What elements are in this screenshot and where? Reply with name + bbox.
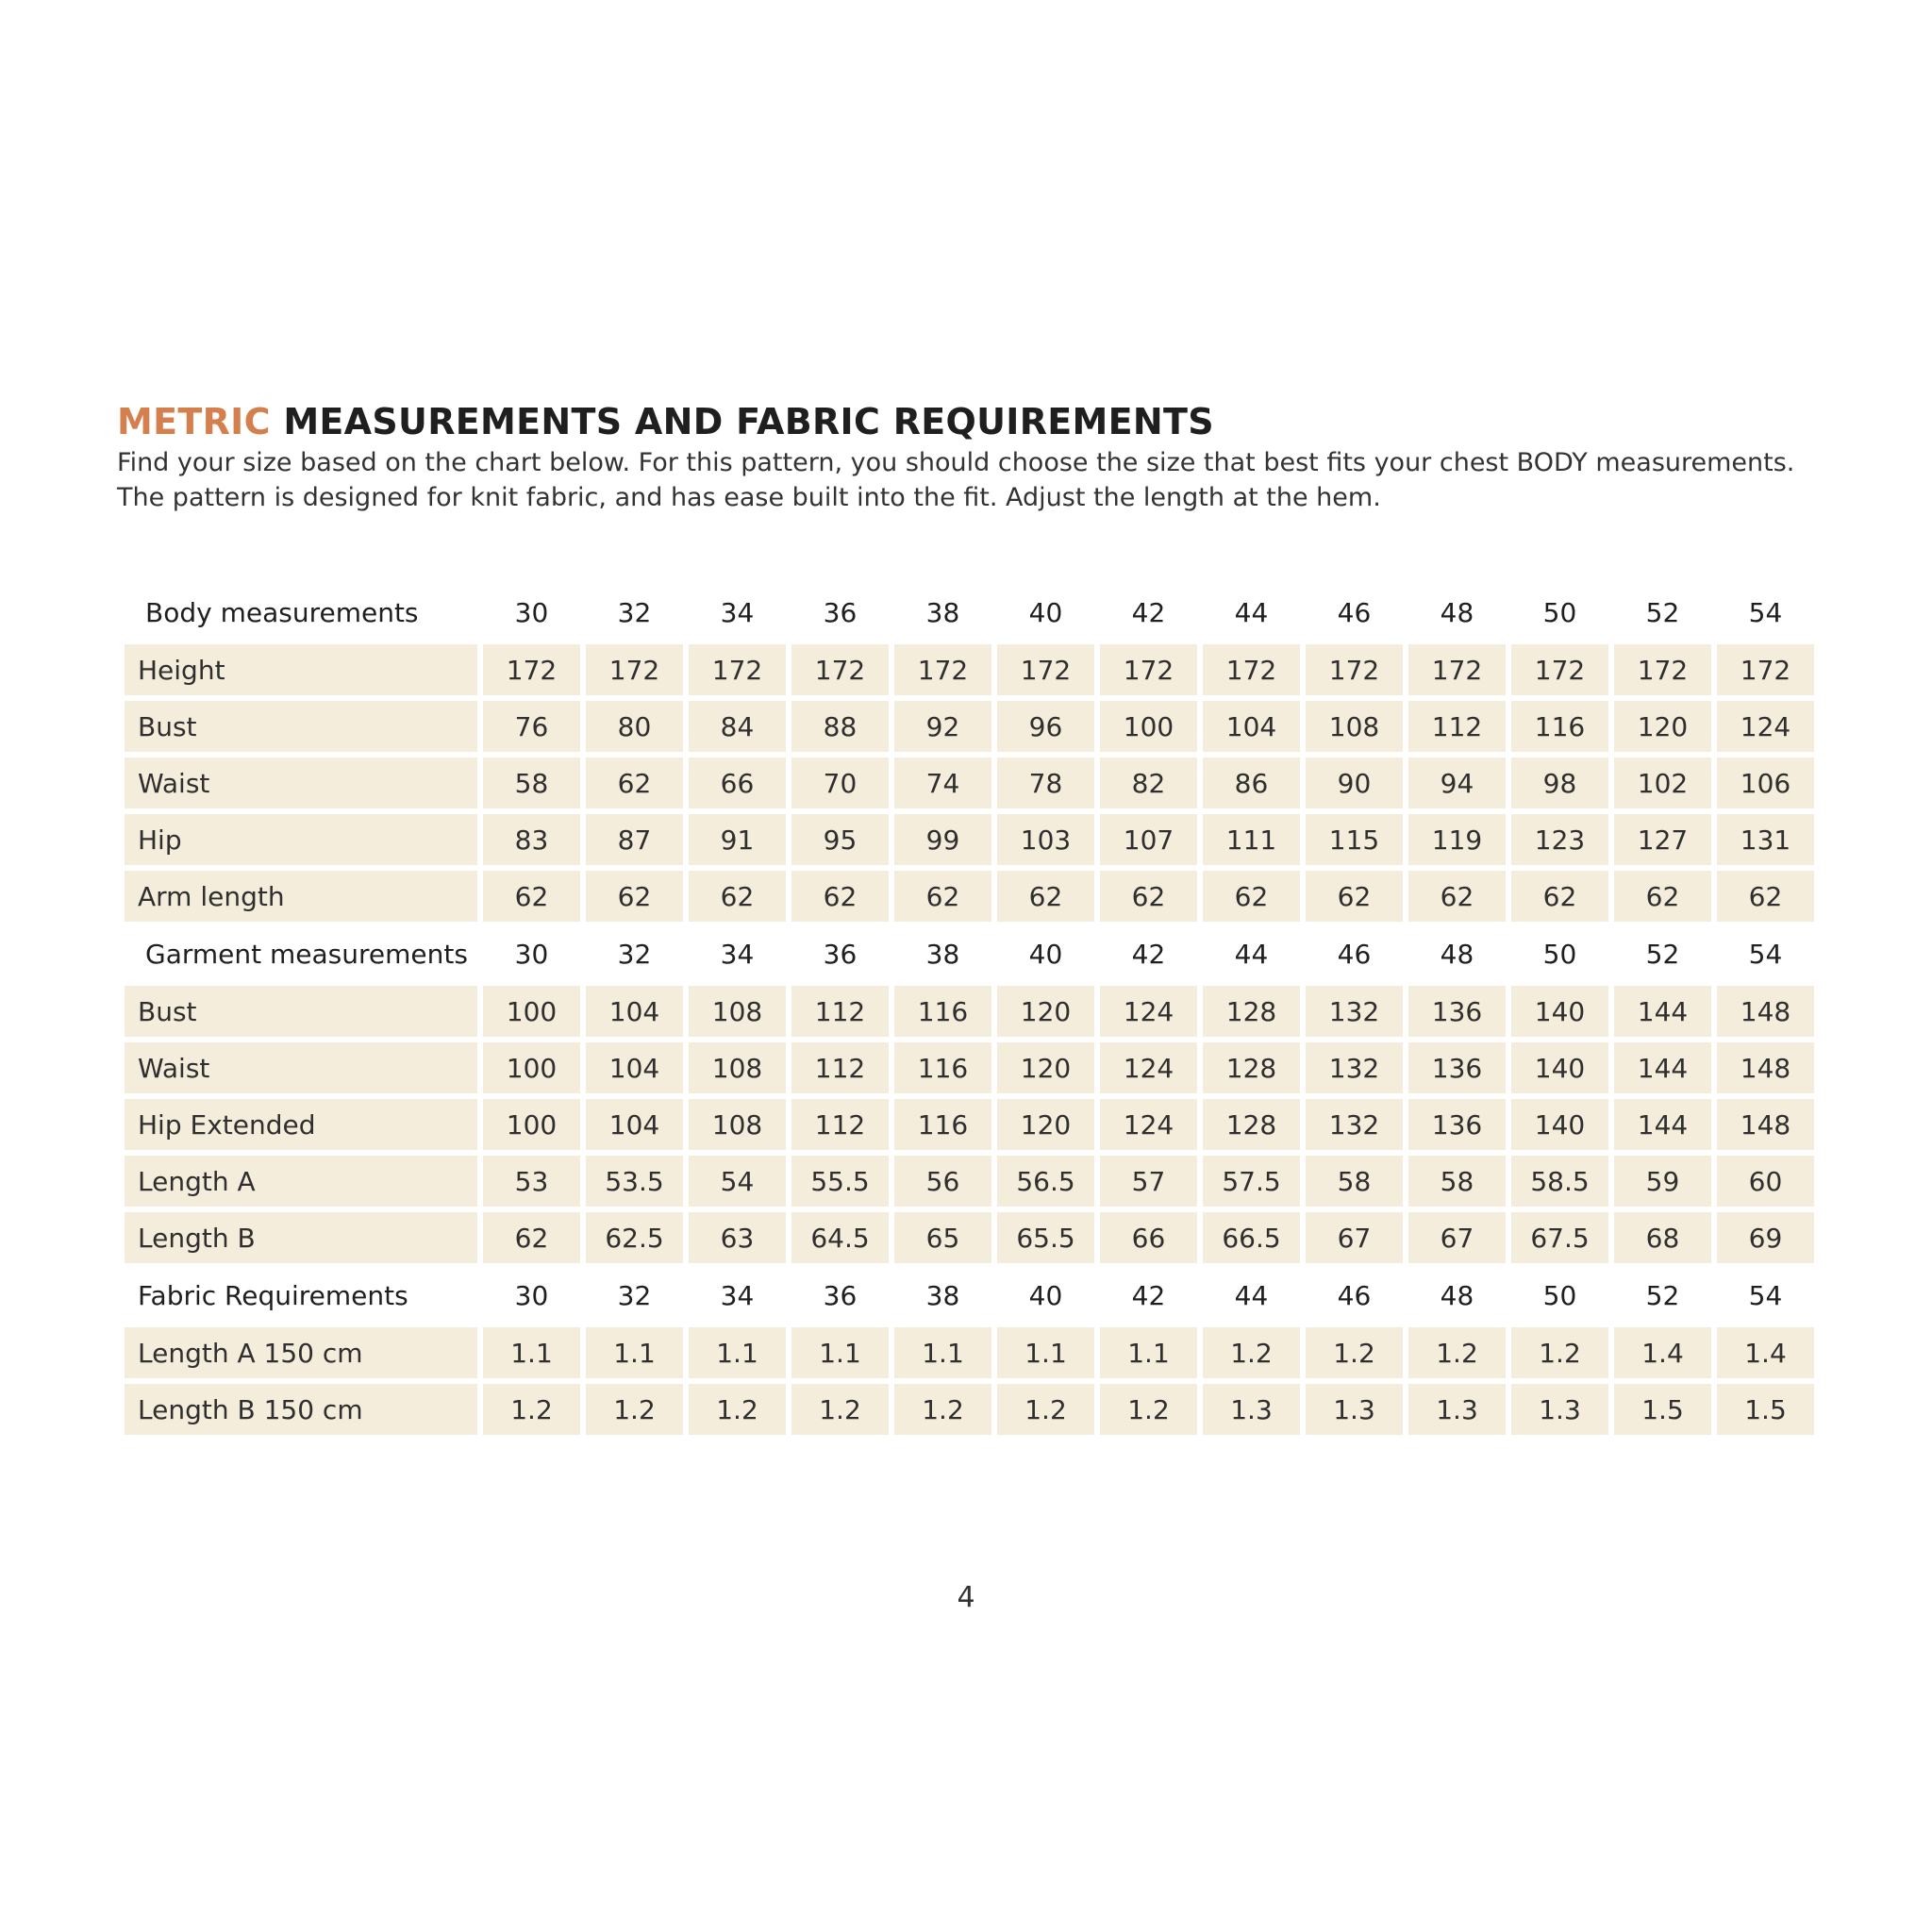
measurement-cell: 1.3 [1306,1384,1403,1435]
measurement-cell: 58 [1408,1156,1506,1207]
measurement-cell: 140 [1511,1042,1608,1093]
size-column-header: 34 [720,596,755,628]
measurement-cell: 83 [483,814,580,865]
measurement-cell: 94 [1408,758,1506,808]
measurement-cell: 62 [997,871,1094,922]
measurement-cell: 124 [1100,1042,1197,1093]
measurement-cell: 172 [1408,644,1506,695]
size-column-header: 42 [1131,596,1166,628]
measurement-cell: 91 [689,814,786,865]
measurement-cell: 132 [1306,986,1403,1037]
size-column-header: 52 [1645,1279,1680,1311]
measurement-cell: 120 [997,1099,1094,1150]
measurement-cell: 107 [1100,814,1197,865]
row-label: Length A [125,1156,477,1207]
row-label: Bust [125,701,477,752]
measurement-cell: 1.2 [1203,1327,1300,1378]
measurement-cell: 66.5 [1203,1212,1300,1263]
measurement-cell: 1.2 [1306,1327,1403,1378]
measurement-cell: 57.5 [1203,1156,1300,1207]
measurement-cell: 65.5 [997,1212,1094,1263]
size-column-header: 54 [1748,1279,1783,1311]
measurement-cell: 172 [1511,644,1608,695]
measurement-cell: 172 [689,644,786,695]
measurement-cell: 112 [791,1099,889,1150]
size-column-header: 40 [1028,938,1063,970]
size-column-header: 46 [1337,596,1372,628]
measurement-cell: 140 [1511,1099,1608,1150]
measurement-cell: 148 [1717,986,1814,1037]
measurement-cell: 80 [586,701,683,752]
measurement-cell: 1.3 [1511,1384,1608,1435]
table-row [125,1384,1814,1435]
measurement-cell: 78 [997,758,1094,808]
measurement-cell: 62 [1203,871,1300,922]
measurement-cell: 54 [689,1156,786,1207]
size-column-header: 32 [617,938,652,970]
measurement-cell: 116 [1511,701,1608,752]
measurement-cell: 62 [586,871,683,922]
size-column-header: 50 [1542,938,1577,970]
section-heading: Fabric Requirements [138,1279,408,1311]
measurement-cell: 132 [1306,1099,1403,1150]
measurement-cell: 106 [1717,758,1814,808]
measurement-cell: 58 [483,758,580,808]
measurement-cell: 92 [894,701,991,752]
measurement-cell: 112 [1408,701,1506,752]
size-column-header: 32 [617,1279,652,1311]
table-row [125,871,1814,922]
table-row [125,1156,1814,1207]
size-column-header: 44 [1234,596,1269,628]
measurement-cell: 70 [791,758,889,808]
measurement-cell: 62 [791,871,889,922]
page-header [117,398,1843,515]
measurement-cell: 1.3 [1203,1384,1300,1435]
measurement-cell: 100 [483,1042,580,1093]
measurement-cell: 66 [689,758,786,808]
size-column-header: 30 [514,938,549,970]
measurement-cell: 119 [1408,814,1506,865]
size-column-header: 40 [1028,1279,1063,1311]
table-row [125,758,1814,808]
size-column-header: 34 [720,1279,755,1311]
measurement-cell: 172 [894,644,991,695]
size-column-header: 38 [925,1279,960,1311]
measurement-cell: 172 [1614,644,1711,695]
measurement-cell: 1.4 [1614,1327,1711,1378]
measurement-cell: 124 [1100,1099,1197,1150]
table-row [125,1212,1814,1263]
measurement-cell: 148 [1717,1099,1814,1150]
measurement-cell: 116 [894,986,991,1037]
measurement-cell: 53.5 [586,1156,683,1207]
row-label: Waist [125,1042,477,1093]
measurement-cell: 172 [483,644,580,695]
title-rest: MEASUREMENTS AND FABRIC REQUIREMENTS [283,401,1214,442]
measurement-cell: 1.4 [1717,1327,1814,1378]
measurement-cell: 108 [689,1099,786,1150]
size-column-header: 42 [1131,938,1166,970]
measurement-cell: 56 [894,1156,991,1207]
measurement-cell: 1.1 [689,1327,786,1378]
measurement-cell: 57 [1100,1156,1197,1207]
row-label: Length B [125,1212,477,1263]
size-column-header: 50 [1542,1279,1577,1311]
measurement-cell: 1.1 [483,1327,580,1378]
size-column-header: 36 [823,596,858,628]
size-column-header: 36 [823,1279,858,1311]
measurement-cell: 108 [689,1042,786,1093]
measurement-cell: 62 [1614,871,1711,922]
measurement-cell: 90 [1306,758,1403,808]
measurement-cell: 53 [483,1156,580,1207]
measurement-cell: 69 [1717,1212,1814,1263]
measurement-cell: 128 [1203,1099,1300,1150]
row-label: Hip Extended [125,1099,477,1150]
size-column-header: 40 [1028,596,1063,628]
measurement-cell: 148 [1717,1042,1814,1093]
measurement-cell: 67 [1306,1212,1403,1263]
row-label: Waist [125,758,477,808]
measurement-cell: 95 [791,814,889,865]
table-row [125,701,1814,752]
row-label: Arm length [125,871,477,922]
measurement-cell: 56.5 [997,1156,1094,1207]
table-row [125,1099,1814,1150]
measurement-cell: 123 [1511,814,1608,865]
size-column-header: 30 [514,1279,549,1311]
measurement-cell: 96 [997,701,1094,752]
table-row [125,1327,1814,1378]
measurement-cell: 104 [586,1042,683,1093]
measurement-cell: 120 [1614,701,1711,752]
measurement-cell: 1.2 [1100,1384,1197,1435]
measurement-cell: 59 [1614,1156,1711,1207]
row-label: Length A 150 cm [125,1327,477,1378]
size-column-header: 44 [1234,1279,1269,1311]
measurement-cell: 1.3 [1408,1384,1506,1435]
size-column-header: 46 [1337,938,1372,970]
table-row [125,644,1814,695]
measurement-cell: 62 [1100,871,1197,922]
measurement-cell: 116 [894,1099,991,1150]
measurement-cell: 112 [791,986,889,1037]
page-title [117,398,1843,445]
intro-line-2: The pattern is designed for knit fabric, and has ease built into the fit. Adjust the length at the hem. [117,483,1381,512]
measurement-cell: 108 [1306,701,1403,752]
measurement-cell: 67.5 [1511,1212,1608,1263]
measurement-cell: 58.5 [1511,1156,1608,1207]
intro-line-1: Find your size based on the chart below. For this pattern, you should choose the size that best fits your chest BODY measurements. [117,448,1795,477]
measurement-cell: 111 [1203,814,1300,865]
row-label: Hip [125,814,477,865]
size-column-header: 32 [617,596,652,628]
measurement-cell: 62 [689,871,786,922]
measurement-cell: 144 [1614,986,1711,1037]
measurement-cell: 172 [586,644,683,695]
measurement-cell: 172 [1717,644,1814,695]
measurement-cell: 128 [1203,986,1300,1037]
measurement-cell: 68 [1614,1212,1711,1263]
measurement-cell: 63 [689,1212,786,1263]
section-header-row [125,927,1814,980]
measurement-cell: 1.1 [997,1327,1094,1378]
size-column-header: 44 [1234,938,1269,970]
measurement-cell: 55.5 [791,1156,889,1207]
measurement-cell: 116 [894,1042,991,1093]
measurement-cell: 1.2 [689,1384,786,1435]
size-chart-table [119,580,1820,1441]
measurement-cell: 172 [1306,644,1403,695]
measurement-cell: 103 [997,814,1094,865]
measurement-cell: 84 [689,701,786,752]
measurement-cell: 66 [1100,1212,1197,1263]
measurement-cell: 67 [1408,1212,1506,1263]
size-column-header: 54 [1748,938,1783,970]
measurement-cell: 1.1 [791,1327,889,1378]
size-column-header: 46 [1337,1279,1372,1311]
measurement-cell: 104 [586,1099,683,1150]
measurement-cell: 115 [1306,814,1403,865]
measurement-cell: 1.5 [1717,1384,1814,1435]
measurement-cell: 1.2 [997,1384,1094,1435]
measurement-cell: 112 [791,1042,889,1093]
measurement-cell: 1.2 [1408,1327,1506,1378]
size-column-header: 48 [1440,1279,1474,1311]
section-heading: Body measurements [145,596,419,628]
measurement-cell: 58 [1306,1156,1403,1207]
measurement-cell: 120 [997,986,1094,1037]
row-label: Height [125,644,477,695]
row-label: Length B 150 cm [125,1384,477,1435]
table-row [125,814,1814,865]
size-column-header: 42 [1131,1279,1166,1311]
measurement-cell: 100 [483,1099,580,1150]
page-number: 4 [957,1581,975,1614]
size-column-header: 48 [1440,938,1474,970]
measurement-cell: 60 [1717,1156,1814,1207]
measurement-cell: 104 [586,986,683,1037]
section-heading: Garment measurements [145,938,468,970]
measurement-cell: 64.5 [791,1212,889,1263]
measurement-cell: 104 [1203,701,1300,752]
measurement-cell: 65 [894,1212,991,1263]
measurement-cell: 127 [1614,814,1711,865]
measurement-cell: 102 [1614,758,1711,808]
size-column-header: 38 [925,596,960,628]
measurement-cell: 87 [586,814,683,865]
measurement-cell: 86 [1203,758,1300,808]
measurement-cell: 62 [1408,871,1506,922]
table-row [125,1042,1814,1093]
measurement-cell: 1.2 [791,1384,889,1435]
measurement-cell: 100 [483,986,580,1037]
measurement-cell: 120 [997,1042,1094,1093]
measurement-cell: 128 [1203,1042,1300,1093]
measurement-cell: 1.2 [894,1384,991,1435]
measurement-cell: 62 [1306,871,1403,922]
measurement-cell: 62 [894,871,991,922]
measurement-cell: 124 [1717,701,1814,752]
measurement-cell: 99 [894,814,991,865]
size-column-header: 54 [1748,596,1783,628]
size-column-header: 48 [1440,596,1474,628]
measurement-cell: 136 [1408,1042,1506,1093]
measurement-cell: 172 [997,644,1094,695]
measurement-cell: 62.5 [586,1212,683,1263]
measurement-cell: 62 [1717,871,1814,922]
size-column-header: 52 [1645,938,1680,970]
measurement-cell: 88 [791,701,889,752]
size-column-header: 30 [514,596,549,628]
table-row [125,986,1814,1037]
size-column-header: 34 [720,938,755,970]
measurement-cell: 62 [1511,871,1608,922]
size-column-header: 50 [1542,596,1577,628]
measurement-cell: 136 [1408,1099,1506,1150]
measurement-cell: 1.1 [586,1327,683,1378]
measurement-cell: 1.1 [1100,1327,1197,1378]
measurement-cell: 82 [1100,758,1197,808]
title-accent: METRIC [117,401,271,442]
measurement-cell: 172 [1100,644,1197,695]
measurement-cell: 1.2 [483,1384,580,1435]
measurement-cell: 100 [1100,701,1197,752]
measurement-cell: 1.2 [586,1384,683,1435]
size-column-header: 38 [925,938,960,970]
measurement-cell: 76 [483,701,580,752]
measurement-cell: 62 [483,871,580,922]
measurement-cell: 62 [483,1212,580,1263]
measurement-cell: 74 [894,758,991,808]
measurement-cell: 144 [1614,1099,1711,1150]
measurement-cell: 140 [1511,986,1608,1037]
measurement-cell: 62 [586,758,683,808]
measurement-cell: 172 [791,644,889,695]
size-column-header: 52 [1645,596,1680,628]
measurement-cell: 131 [1717,814,1814,865]
section-header-row [125,586,1814,639]
section-header-row [125,1269,1814,1322]
measurement-cell: 172 [1203,644,1300,695]
measurement-cell: 144 [1614,1042,1711,1093]
measurement-cell: 98 [1511,758,1608,808]
row-label: Bust [125,986,477,1037]
measurement-cell: 1.5 [1614,1384,1711,1435]
measurement-cell: 108 [689,986,786,1037]
measurement-cell: 132 [1306,1042,1403,1093]
measurement-cell: 124 [1100,986,1197,1037]
measurement-cell: 136 [1408,986,1506,1037]
size-column-header: 36 [823,938,858,970]
measurement-cell: 1.1 [894,1327,991,1378]
size-chart-body [125,586,1814,1435]
measurement-cell: 1.2 [1511,1327,1608,1378]
